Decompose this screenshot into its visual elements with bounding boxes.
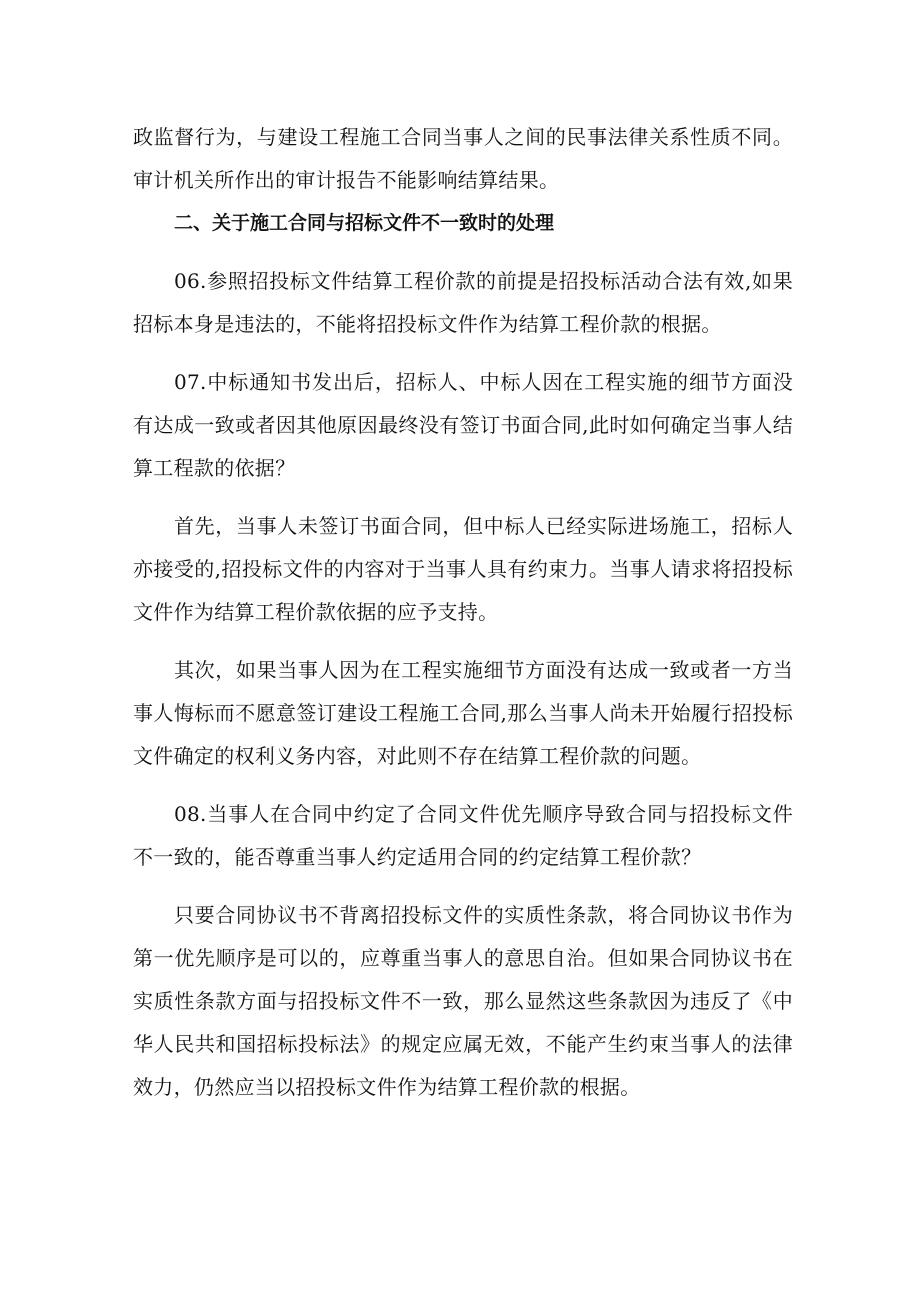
paragraph-08: 08.当事人在合同中约定了合同文件优先顺序导致合同与招投标文件不一致的，能否尊重当事人约定适用合同的约定结算工程价款？ (133, 802, 793, 869)
paragraph-second: 其次，如果当事人因为在工程实施细节方面没有达成一致或者一方当事人悔标而不愿意签订建设工程施工合同,那么当事人尚未开始履行招投标文件确定的权利义务内容，对此则不存在结算工程价款的问题。 (133, 658, 793, 768)
paragraph-continued: 政监督行为，与建设工程施工合同当事人之间的民事法律关系性质不同。审计机关所作出的审计报告不能影响结算结果。 (133, 125, 793, 192)
paragraph-07: 07.中标通知书发出后，招标人、中标人因在工程实施的细节方面没有达成一致或者因其他原因最终没有签订书面合同,此时如何确定当事人结算工程款的依据？ (133, 370, 793, 480)
document-body (133, 116, 793, 1109)
paragraph-first: 首先，当事人未签订书面合同，但中标人已经实际进场施工，招标人亦接受的,招投标文件的内容对于当事人具有约束力。当事人请求将招投标文件作为结算工程价款依据的应予支持。 (133, 514, 793, 624)
section-heading: 二、关于施工合同与招标文件不一致时的处理 (174, 212, 555, 234)
paragraph-06: 06.参照招投标文件结算工程价款的前提是招投标活动合法有效,如果招标本身是违法的，不能将招投标文件作为结算工程价款的根据。 (133, 269, 793, 336)
paragraph-answer-08: 只要合同协议书不背离招投标文件的实质性条款，将合同协议书作为第一优先顺序是可以的，应尊重当事人的意思自治。但如果合同协议书在实质性条款方面与招投标文件不一致，那么显然这些条款因为违反了《中华人民共和国招标投标法》的规定应属无效，不能产生约束当事人的法律效力，仍然应当以招投标文件作为结算工程价款的根据。 (133, 903, 793, 1099)
